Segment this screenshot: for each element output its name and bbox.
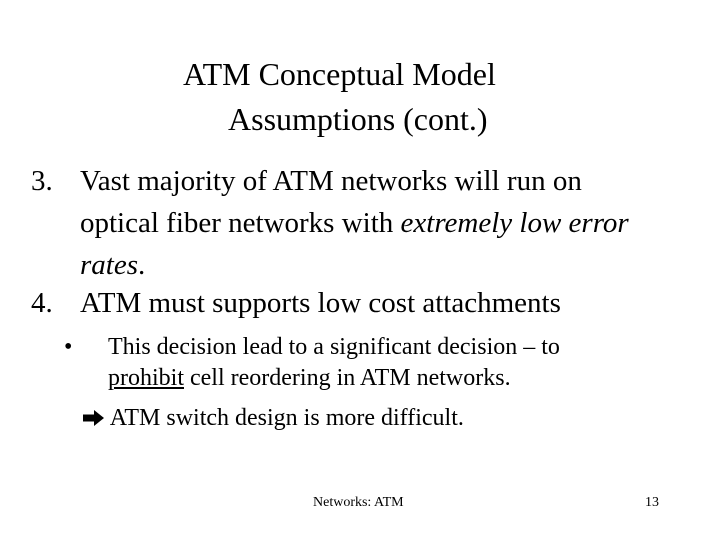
list-item-3 bbox=[31, 160, 701, 290]
sub-bullet-line-2 bbox=[108, 363, 560, 394]
sub-bullet-text bbox=[108, 332, 560, 394]
list-item-4 bbox=[31, 282, 701, 324]
list-item-text bbox=[80, 160, 629, 286]
list-item-text: ATM must supports low cost attachments bbox=[80, 287, 561, 319]
bullet-marker: • bbox=[64, 334, 73, 360]
slide-title-line-1: ATM Conceptual Model bbox=[183, 56, 496, 92]
page-number: 13 bbox=[645, 495, 659, 510]
right-arrow-icon bbox=[82, 410, 104, 426]
list-item-line-2 bbox=[80, 202, 629, 244]
sub-bullet-line-2-rest: cell reordering in ATM networks. bbox=[184, 365, 511, 391]
slide-footer: Networks: ATM bbox=[313, 495, 404, 510]
sub-bullet-line-1: This decision lead to a significant decision – to bbox=[108, 334, 560, 360]
list-item-line-3-end: . bbox=[138, 249, 146, 281]
list-item-line-3-italic: rates bbox=[80, 249, 138, 281]
list-item-number: 4. bbox=[31, 287, 53, 319]
list-item-line-2-italic: extremely low error bbox=[400, 207, 629, 239]
list-item-number: 3. bbox=[31, 165, 53, 197]
sub-bullet-underlined-word: prohibit bbox=[108, 365, 184, 391]
conclusion-line bbox=[82, 403, 464, 434]
list-item-line-2-plain: optical fiber networks with bbox=[80, 207, 401, 239]
slide-title-line-2: Assumptions (cont.) bbox=[228, 101, 488, 137]
list-item-line-3 bbox=[80, 244, 629, 286]
list-item-line-1: Vast majority of ATM networks will run on bbox=[80, 165, 582, 197]
conclusion-text: ATM switch design is more difficult. bbox=[109, 405, 464, 431]
